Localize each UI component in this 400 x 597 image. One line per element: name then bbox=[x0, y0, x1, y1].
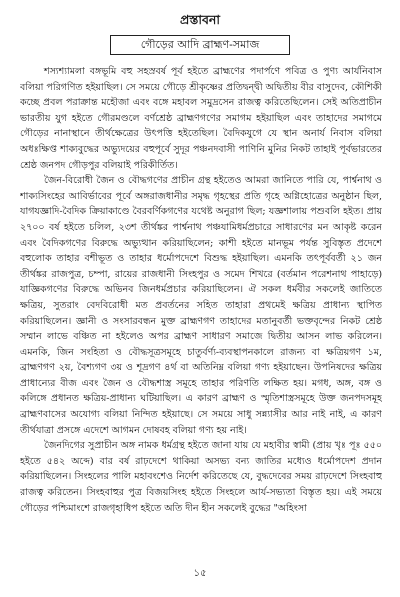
paragraph: শস্যশ্যামলা বঙ্গভূমি বহু সহস্রবর্ষ পূর্ব হইতে ব্রাহ্মণের পদার্পণে পবিত্র ও পুণ্য আর্যনিবাস বলিয়া পরিগণিত হইয়াছিল। সে সময়ে গৌড়ে শ্রীকৃষ্ণের প্রতিদ্বন্দ্বী অদ্বিতীয় বীর বাসুদেব, কৌশিকী কচ্ছে প্রবল পরাক্রান্ত মহৌজা এবং বঙ্গে মহাবল সমুদ্রসেন রাজত্ব করিতেছিলেন। সেই অতিপ্রাচীন ভারতীয় যুগ হইতে গৌরমণ্ডলে বর্ণশ্রেষ্ঠ ব্রাহ্মণগণের সমাগম হইয়াছিল এবং তাহাদের সমাগমে গৌড়ের নানাস্থানে তীর্থক্ষেত্রের উৎপত্তি হইতেছিল। বৈদিকযুগে যে স্থান অনার্য নিবাস বলিয়া অধঃক্ষিপ্ত শাক্যবুদ্ধের অভ্যুদয়ের বহুপূর্বে সুদূর পঞ্চনদবাসী পাণিনি মুনির নিকট তাহাই পূর্বভারতের শ্রেষ্ঠ জনপদ গৌড়পুর বলিয়াই পরিকীর্তিত। bbox=[20, 66, 382, 171]
chapter-title: গৌড়ের আদি ব্রাহ্মণ-সমাজ bbox=[140, 38, 260, 51]
page-number: ১৫ bbox=[193, 568, 207, 579]
page-heading: প্রস্তাবনা bbox=[180, 12, 220, 27]
paragraph: জৈনদিগের সুপ্রাচীন অঙ্গ নামক ধর্মগ্রন্থ হইতে জানা যায় যে মহাবীর স্বামী (প্রায় খৃঃ পূঃ ৫৫০ হইতে ৫৪২ অব্দে) বার বর্ষ রাঢ়দেশে থাকিয়া অসভ্য বন্য জাতির মধ্যেও ধর্মোপদেশ প্রদান করিয়াছিলেন। সিংহলের পালি মহাবংশেও নির্দেশ করিতেছে যে, বুদ্ধদেবের সময় রাঢ়দেশে সিংহবাহু রাজত্ব করিতেন। সিংহবাহুর পুত্র বিজয়সিংহ হইতে সিংহলে আর্য-সভ্যতা বিস্তৃত হয়। এই সময়ে গৌড়ের পশ্চিমাংশে রাজগৃহাধিপ হইতে অতি দীন হীন সকলেই বুদ্ধের "অহিংসা bbox=[20, 440, 382, 514]
chapter-title-box bbox=[110, 35, 290, 55]
body-text bbox=[20, 64, 382, 554]
paragraph: জৈন-বিরোধী জৈন ও বৌদ্ধগণের প্রাচীন গ্রন্থ হইতেও আমরা জানিতে পারি যে, পার্শ্বনাথ ও শাক্যসিংহের আবির্ভাবের পূর্বে অঙ্গরাজধানীর সমৃদ্ধ গৃহস্থের প্রতি গৃহে অগ্নিহোত্রের অনুষ্ঠান ছিল, যাগযজ্ঞাদি-বৈদিক ক্রিয়াকাণ্ডে বৈরবর্ণিকগণের যথেষ্ট অনুরাগ ছিল; যজ্ঞশালায় পশুবলি হইত। প্রায় ২৭০০ বর্ষ হইতে চলিল, ২৩শ তীর্থঙ্কর পার্শ্বনাথ পঞ্চযামিধর্মপ্রচারে সাধারণের মন আকৃষ্ট করেন এবং বৈদিকগণের বিরুদ্ধে অভ্যুত্থান করিয়াছিলেন; কাশী হইতে মানভূম পর্যন্ত সুবিস্তৃত প্রদেশে বহুলোক তাহার বশীভূত ও তাহার ধর্মোপদেশে বিশুদ্ধ হইয়াছিল। এমনকি তৎপূর্ববর্তী ২১ জন তীর্থঙ্কর রাজপুত্র, চম্পা, রায়ের রাজধানী সিংহপুর ও সমেদ শিখরে (বর্তমান পরেশনাথ পাহাড়ে) যাজ্ঞিকগণের বিরুদ্ধে অভিনব জিনধর্মপ্রচার করিয়াছিলেন। ঐ সকল ধর্মবীর সকলেই জাতিতে ক্ষত্রিয়, সুতরাং বেদবিরোধী মত প্রবর্তনের সহিত তাহারা প্রথমেই ক্ষত্রিয় প্রাধান্য স্থাপিত করিয়াছিলেন। জ্ঞানী ও সংসারবন্ধন মুক্ত ব্রাহ্মণগণ তাহাদের মতানুবর্তী ভক্তবৃন্দের নিকট শ্রেষ্ঠ সম্মান লাভে বঞ্চিত না হইলেও অপর ব্রাহ্মণ সাধারণ সমাজে দ্বিতীয় আসন লাভ করিলেন। এমনকি, জিন সংহিতা ও বৌদ্ধসূত্রসমূহে চাতুর্বর্ণ্য-ব্যবস্থাপনকালে রাজন্য বা ক্ষত্রিয়গণ ১ম, ব্রাহ্মণগণ ২য়, বৈশ্যগণ ৩য় ও শূদ্রগণ ৪র্থ বা অতিনিম্ন বলিয়া গণ্য হইয়াছেন। উপনিষদের ক্ষত্রিয় প্রাধান্যের বীজ এবং জৈন ও বৌদ্ধশাস্ত্র সমূহে তাহার পরিণতি লক্ষিত হয়। মগধ, অঙ্গ, বঙ্গ ও কলিঙ্গে প্রধানত ক্ষত্রিয়-প্রাধান্য ঘটিয়াছিল। এ কারণ ব্রাহ্মণ ও স্মৃতিশাস্ত্রসমূহে উক্ত জনপদসমূহ ব্রাহ্মণবাসের অযোগ্য বলিয়া নিন্দিত হইয়াছে। সে সময়ে সাধু সন্ন্যাসীর আর নাই নাই, এ কারণ তীর্থযাত্রা প্রসঙ্গে এদেশে আগমন দোষবহ বলিয়া গণ্য হয় নাই। bbox=[20, 175, 382, 436]
